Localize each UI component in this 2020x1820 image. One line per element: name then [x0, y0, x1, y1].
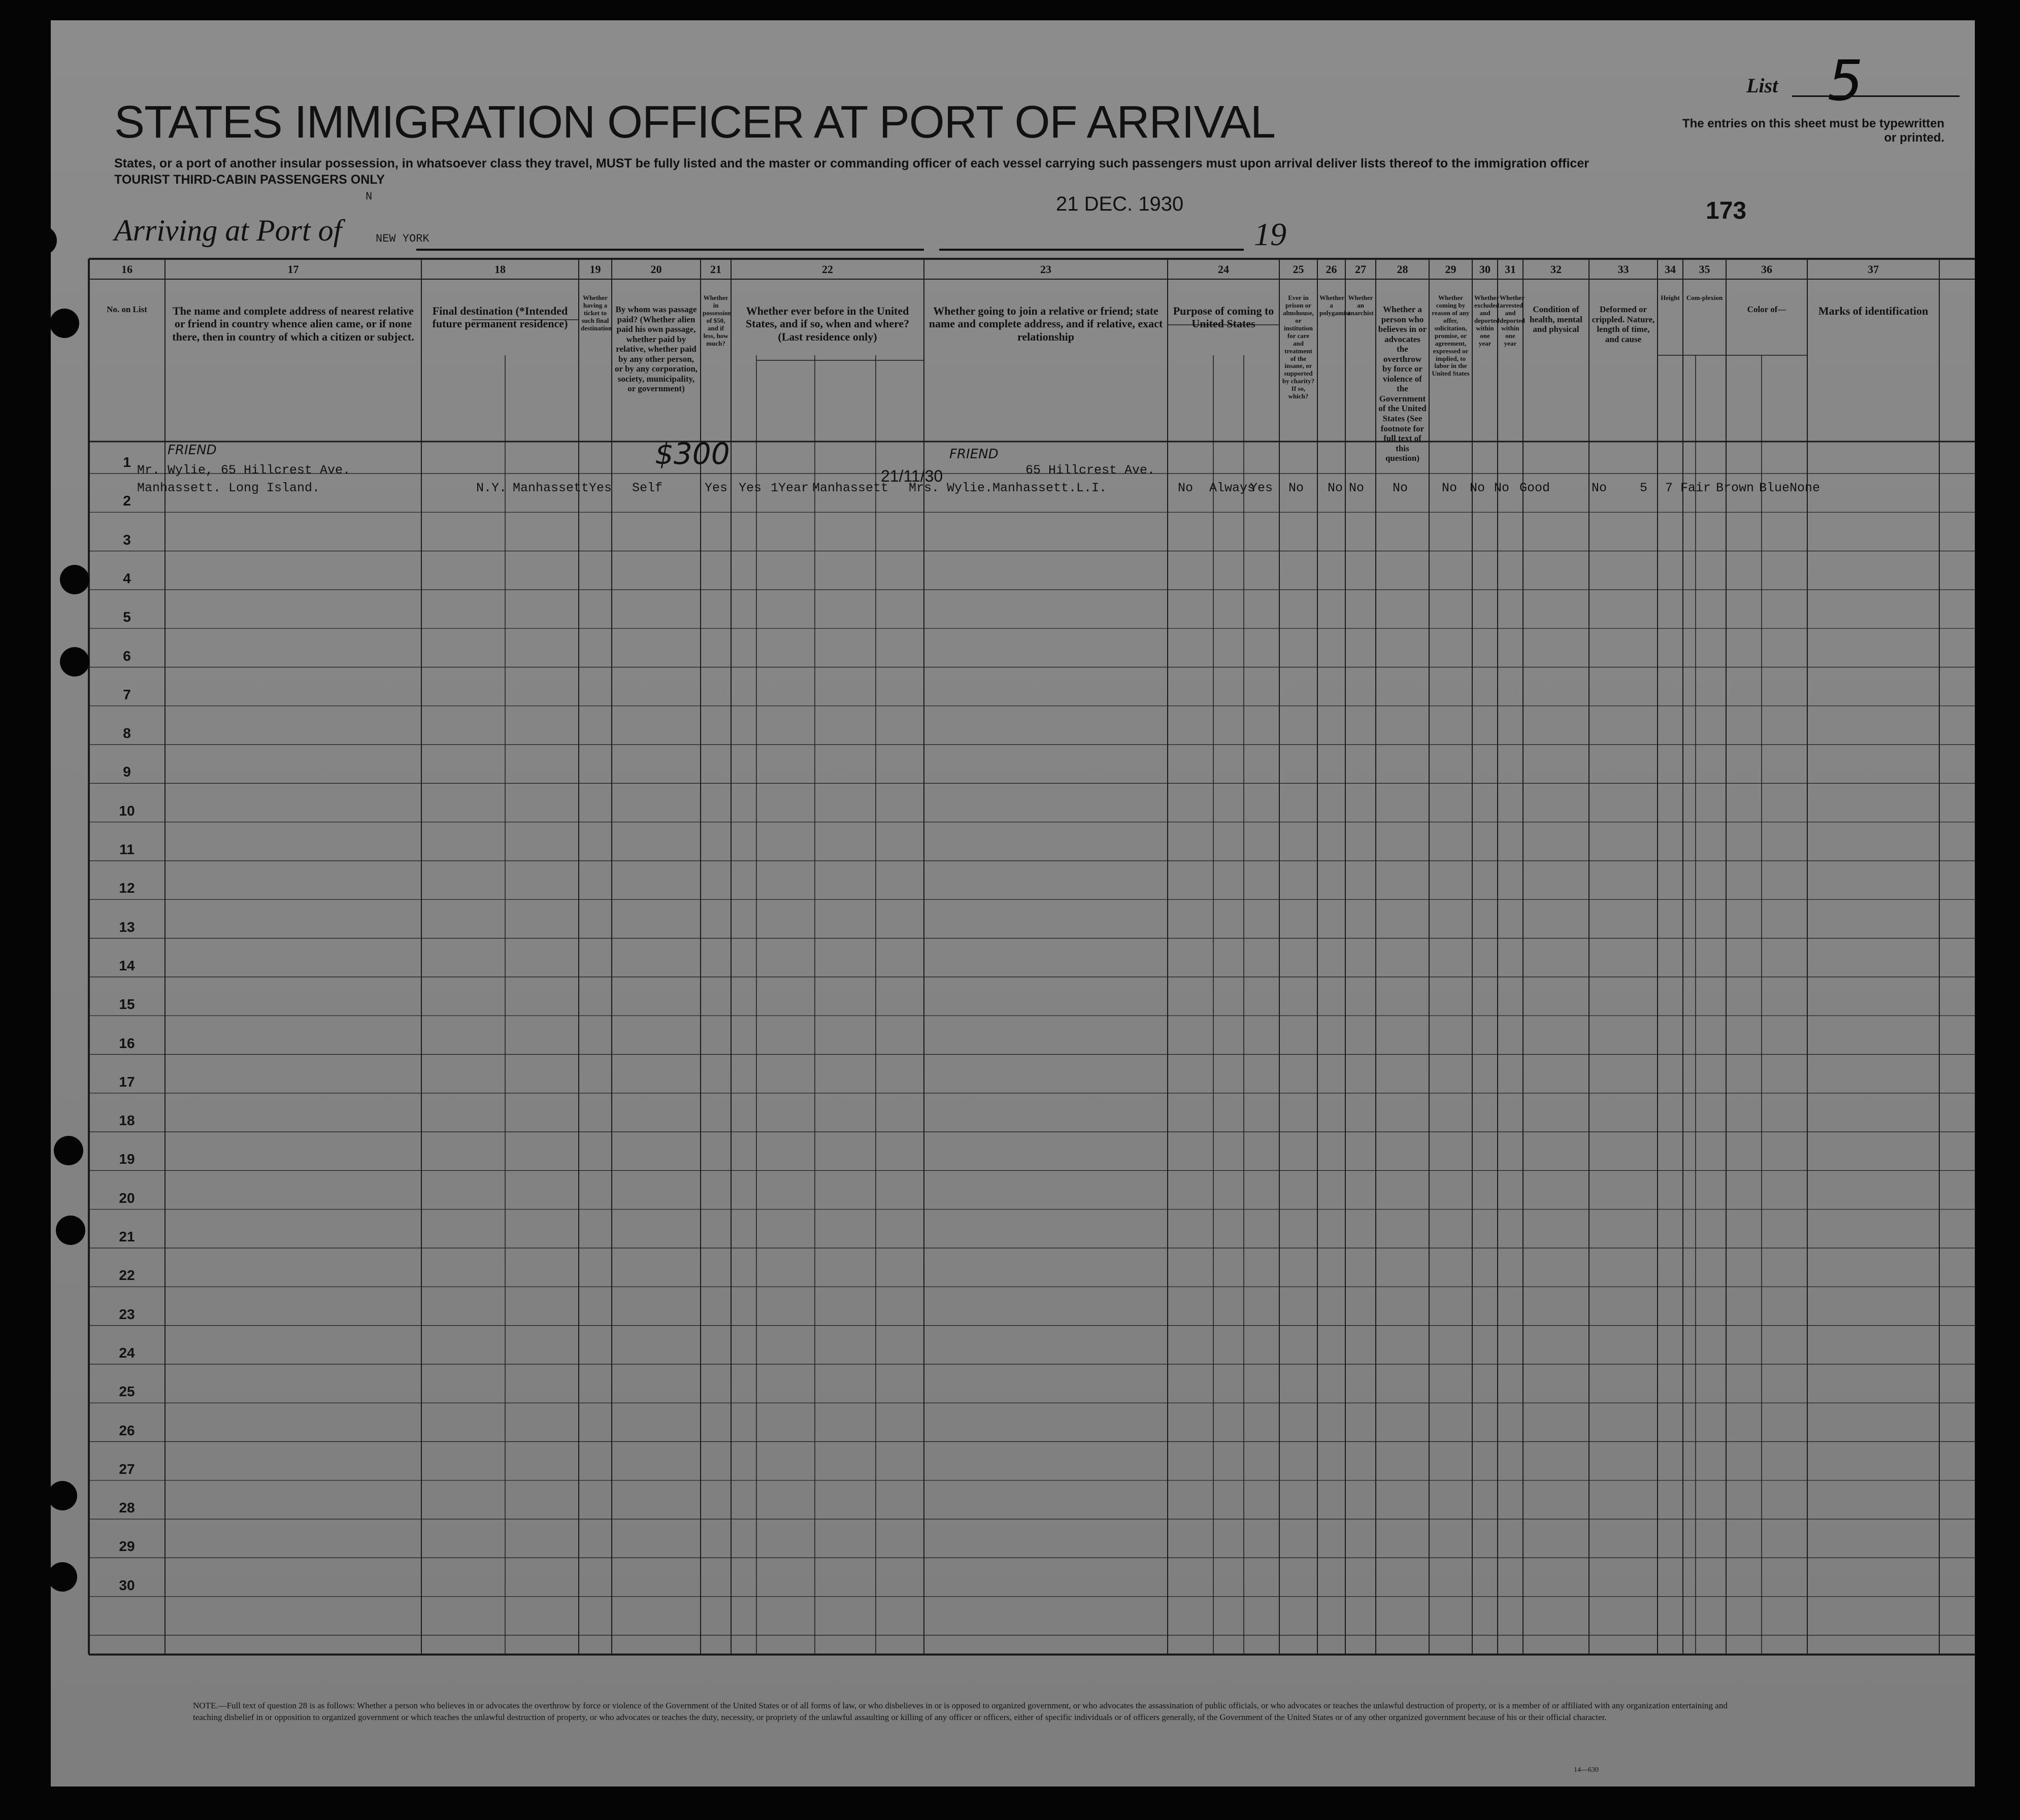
row-number: 20	[119, 1190, 135, 1206]
money-note: $300	[655, 436, 730, 471]
possession-50: Yes	[705, 481, 728, 495]
binder-hole	[56, 1216, 85, 1245]
footnote: NOTE.—Full text of question 28 is as follows: Whether a person who believes in or advocates the overthrow by force or violence of the Government of the United States or of all forms of law, or who disbelieves in or is opposed to organized government, or who advocates the assassination of public officials, or who advocates or teaches the unlawful destruction of property, or is a member of or affiliated with any organization entertaining and teaching disbelief in or opposition to organized government or which teaches the unlawful destruction of property, or who advocates or teaches the duty, necessity, or propriety of the unlawful assaulting or killing of any officer or officers, either of specific individuals or of officers generally, of the Government of the United States or of any other organized government because of his or their official character.	[193, 1701, 1728, 1722]
binder-hole	[60, 565, 89, 594]
column-number-32: 32	[1550, 263, 1562, 276]
column-header-19: Whether having a ticket to such final destination	[581, 294, 612, 332]
date-line	[939, 249, 1244, 251]
binder-hole	[48, 1562, 77, 1592]
health-answer: Good	[1519, 481, 1550, 495]
column-number-24: 24	[1218, 263, 1229, 276]
row-number: 10	[119, 802, 135, 819]
list-label: List	[1746, 74, 1778, 97]
height-feet: 5	[1640, 481, 1648, 495]
row-number: 6	[123, 648, 131, 664]
period-years: 1Year	[771, 481, 809, 495]
sheet-code: 173	[1706, 197, 1747, 224]
row-number: 4	[123, 570, 131, 586]
complexion-answer: Fair	[1680, 481, 1711, 495]
column-header-21: Whether in possession of $50, and if less, how much?	[703, 294, 732, 347]
column-number-34: 34	[1665, 263, 1676, 276]
polygamist-answer: No	[1328, 481, 1343, 495]
column-number-19: 19	[589, 263, 601, 276]
column-number-31: 31	[1505, 263, 1516, 276]
column-header-29: Whether coming by reason of any offer, solicitation, promise, or agreement, expressed or implied, to labor in the United States	[1432, 294, 1470, 378]
column-number-17: 17	[287, 263, 299, 276]
identification-marks: None	[1790, 481, 1820, 495]
port-line	[416, 249, 924, 251]
citizen-intent: Yes	[1250, 481, 1273, 495]
eye-color: Blue	[1759, 481, 1790, 495]
column-header-16: No. on List	[107, 305, 147, 314]
column-header-35: Com-plexion	[1686, 294, 1723, 301]
row-number: 5	[123, 609, 131, 625]
column-header-30: Whether excluded and deported within one year	[1474, 294, 1500, 347]
destination-state: N.Y.	[476, 481, 507, 495]
last-departure-date: 21/11/30	[881, 467, 943, 485]
row-number: 23	[119, 1306, 135, 1322]
column-header-18: Final destination (*Intended future permanent residence)	[432, 305, 568, 330]
relative-address-line2: Manhassett. Long Island.	[137, 481, 320, 495]
year-prefix: 19	[1254, 216, 1286, 252]
q28-answer: No	[1393, 481, 1408, 495]
column-number-22: 22	[822, 263, 833, 276]
column-header-31: Whether arrested and deported within one year	[1500, 294, 1525, 347]
row-number: 18	[119, 1113, 135, 1129]
join-address-line2: Mrs. Wylie.Manhassett.L.I.	[909, 481, 1107, 495]
hair-color: Brown	[1716, 481, 1754, 495]
row-number: 21	[119, 1229, 135, 1244]
row-number: 7	[123, 686, 131, 702]
row-number: 28	[119, 1500, 135, 1516]
height-inches: 7	[1665, 481, 1673, 495]
column-header-22: Whether ever before in the United States, and if so, when and where? (Last residence only)	[745, 305, 910, 343]
row-number: 13	[119, 919, 135, 935]
column-header-28: Whether a person who believes in or advocates the overthrow by force or violence of the Government of the United States (See footnote for full text of this question)	[1378, 305, 1427, 463]
ever-before-us: Yes	[739, 481, 762, 495]
column-number-26: 26	[1326, 263, 1337, 276]
join-address-line1: 65 Hillcrest Ave.	[1025, 463, 1155, 478]
row-number: 15	[119, 996, 135, 1013]
column-header-17: The name and complete address of nearest relative or friend in country whence alien came, or if none there, then in country of which a citizen or subject.	[172, 305, 414, 343]
join-relation-note: FRIEND	[949, 447, 999, 462]
date-stamp: 21 DEC. 1930	[1056, 193, 1184, 215]
passenger-class-label: TOURIST THIRD-CABIN PASSENGERS ONLY	[114, 173, 385, 187]
column-header-36: Color of—	[1747, 305, 1786, 314]
binder-hole	[48, 1481, 77, 1510]
column-number-20: 20	[650, 263, 662, 276]
row-number: 14	[119, 957, 135, 973]
q31-answer: No	[1494, 481, 1510, 495]
row-number: 30	[119, 1577, 135, 1593]
column-header-20: By whom was passage paid? (Whether alien paid his own passage, whether paid by relative, whether paid by any other person, or by any corporation, society, municipality, or government)	[614, 305, 698, 394]
row-number: 1	[123, 454, 131, 470]
column-number-16: 16	[121, 263, 133, 276]
column-number-37: 37	[1868, 263, 1879, 276]
row-number: 19	[119, 1151, 135, 1167]
column-header-25: Ever in prison or almshouse, or institution for care and treatment of the insane, or supported by charity? If so, which?	[1282, 294, 1315, 400]
deformed-answer: No	[1592, 481, 1607, 495]
row-number: 3	[123, 531, 131, 548]
prison-answer: No	[1288, 481, 1304, 495]
row-number: 22	[119, 1267, 135, 1284]
form-number: 14—630	[1574, 1766, 1599, 1774]
column-number-18: 18	[494, 263, 506, 276]
destination-city: Manhassett	[513, 481, 589, 495]
column-number-21: 21	[710, 263, 721, 276]
column-number-29: 29	[1445, 263, 1456, 276]
column-number-35: 35	[1699, 263, 1710, 276]
instruction-text: States, or a port of another insular possession, in whatsoever class they travel, MUST be fully listed and the master or commanding officer of each vessel carrying such passengers must upon arrival deliver lists thereof to the immigration officer	[114, 156, 1589, 171]
ticket-answer: Yes	[589, 481, 612, 495]
column-header-27: Whether an anarchist	[1347, 294, 1374, 317]
last-residence: Manhassett	[812, 481, 889, 495]
row-number: 11	[119, 841, 135, 857]
relative-address-line1: Mr. Wylie, 65 Hillcrest Ave.	[137, 463, 351, 478]
row-number: 9	[123, 764, 131, 780]
row-number: 12	[119, 880, 135, 896]
row-number: 2	[123, 493, 131, 509]
column-header-32: Condition of health, mental and physical	[1530, 305, 1582, 334]
row-number: 29	[119, 1538, 135, 1555]
column-header-34: Height	[1661, 294, 1680, 301]
relative-relation-note: FRIEND	[168, 443, 217, 458]
row-number: 25	[119, 1384, 135, 1400]
anarchist-answer: No	[1349, 481, 1365, 495]
q30-answer: No	[1470, 481, 1485, 495]
column-header-23: Whether going to join a relative or friend; state name and complete address, and if relative, exact relationship	[929, 305, 1163, 343]
column-header-33: Deformed or crippled. Nature, length of time, and cause	[1592, 305, 1655, 344]
return-intent: No	[1178, 481, 1194, 495]
binder-hole	[60, 647, 89, 677]
port-mark: N	[366, 190, 373, 203]
port-name: NEW YORK	[376, 232, 429, 245]
row-number: 26	[119, 1422, 135, 1438]
row-number: 17	[119, 1073, 135, 1090]
page-title: STATES IMMIGRATION OFFICER AT PORT OF ARRIVAL	[114, 97, 1275, 148]
column-header-37: Marks of identification	[1818, 305, 1929, 317]
column-header-26: Whether a polygamist	[1319, 294, 1350, 317]
row-number: 27	[119, 1461, 135, 1477]
column-number-33: 33	[1617, 263, 1629, 276]
list-number: 5	[1828, 48, 1863, 113]
binder-hole	[27, 226, 57, 255]
column-number-36: 36	[1761, 263, 1772, 276]
q29-answer: No	[1442, 481, 1458, 495]
column-header-24: Purpose of coming to United States	[1173, 305, 1274, 330]
length-of-stay: Always	[1209, 481, 1255, 495]
column-number-28: 28	[1397, 263, 1408, 276]
ruled-grid	[51, 20, 1975, 1787]
column-number-30: 30	[1479, 263, 1491, 276]
list-underline	[1792, 95, 1960, 97]
column-number-27: 27	[1355, 263, 1366, 276]
binder-hole	[54, 1136, 83, 1165]
row-number: 16	[119, 1035, 135, 1051]
entries-note: The entries on this sheet must be typewritten or printed.	[1682, 117, 1944, 145]
column-number-23: 23	[1040, 263, 1051, 276]
manifest-sheet	[51, 20, 1975, 1787]
row-number: 8	[123, 725, 131, 742]
column-number-25: 25	[1293, 263, 1304, 276]
passage-paid-by: Self	[632, 481, 663, 495]
arriving-label: Arriving at Port of	[114, 214, 342, 247]
row-number: 24	[119, 1344, 135, 1361]
binder-hole	[50, 309, 79, 338]
